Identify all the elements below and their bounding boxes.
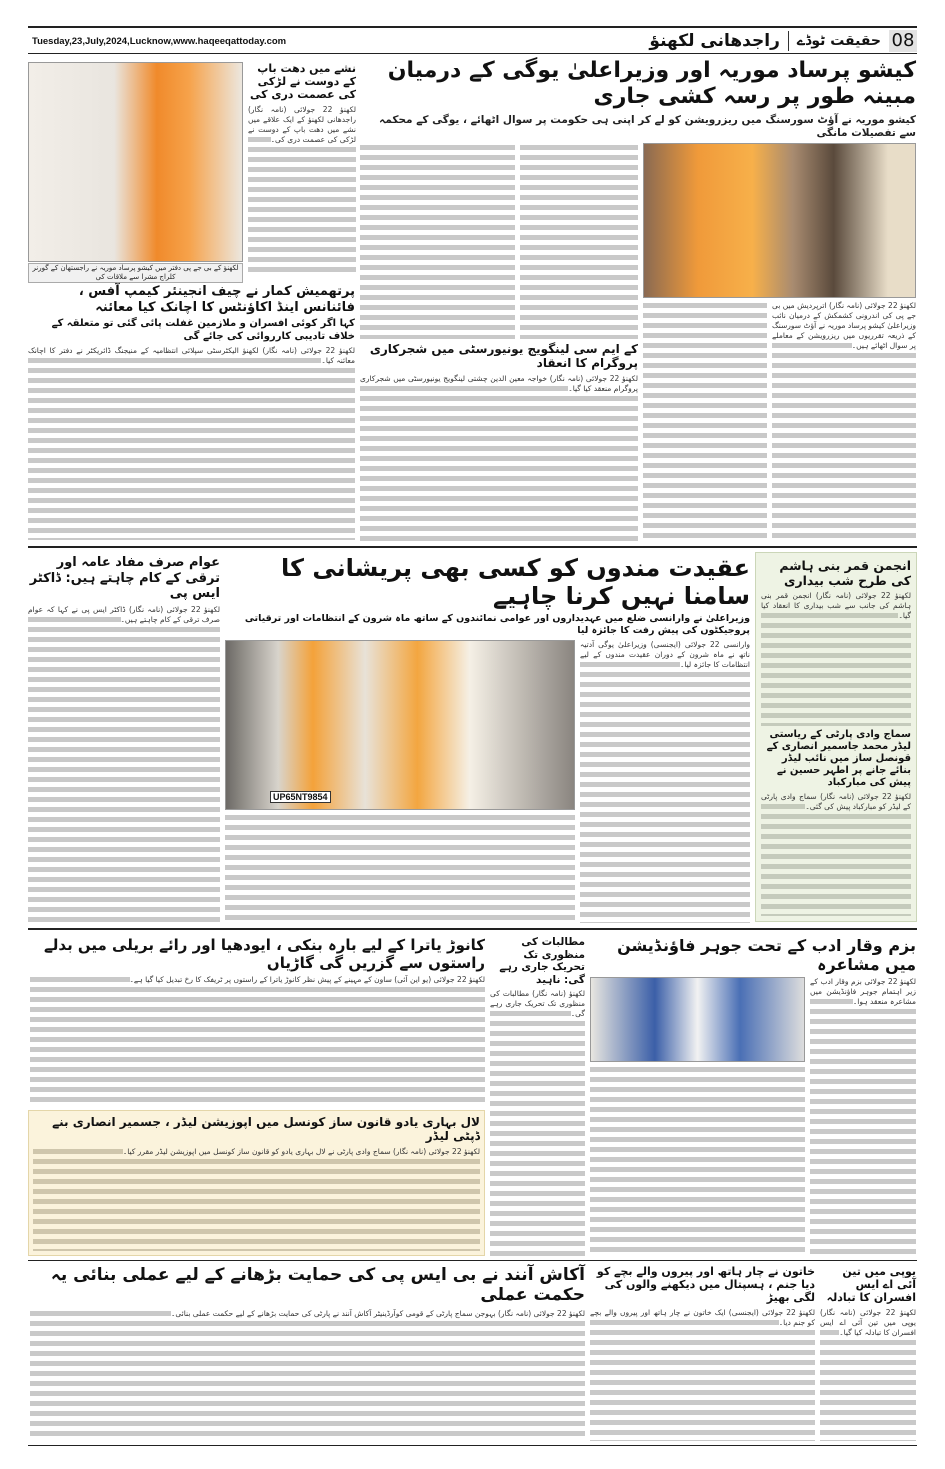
- side-headline: نشے میں دھت باپ کے دوست نے لڑکی کی عصمت دری کی: [250, 62, 356, 102]
- kanwar-article: [30, 936, 485, 1106]
- inspection-headline: پرتھمیش کمار نے چیف انجینئر کیمپ آفس ، فائنانس اینڈ اکاؤنٹس کا اچانک کیا معائنہ: [78, 284, 355, 315]
- photo-caption: لکھنؤ کے بی جے پی دفتر میں کیشو پرساد موریہ نے راجستھان کے گورنر کلراج مشرا سے ملاقات کی: [28, 263, 243, 283]
- mushaira-headline: بزم وقار ادب کے تحت جوہر فاؤنڈیشن میں مشاعرہ: [617, 936, 916, 975]
- lead-headline: کیشو پرساد موریہ اور وزیراعلیٰ یوگی کے درمیان مبینہ طور پر رسہ کشی جاری: [387, 58, 916, 110]
- demands-headline: مطالبات کی منظوری تک تحریک جاری رہے گی: ناہید: [499, 936, 585, 986]
- header-rule: [28, 53, 917, 54]
- side-article-body: لکھنؤ 22 جولائی (نامہ نگار) راجدھانی لکھنؤ کے ایک علاقے میں نشے میں دھت باپ کے دوست نے لڑکی کی عصمت دری کی۔: [248, 105, 356, 276]
- ias-transfer-article-body: لکھنؤ 22 جولائی (نامہ نگار) یوپی میں تین آئی اے ایس افسران کا تبادلہ کیا گیا۔: [820, 1308, 916, 1441]
- demands-article-body: لکھنؤ (نامہ نگار) مطالبات کی منظوری تک تحریک جاری رہے گی۔: [490, 989, 585, 1256]
- university-headline: کے ایم سی لینگویج یونیورسٹی میں شجرکاری پروگرام کا انعقاد: [369, 342, 638, 371]
- inspection-subhead: کہا اگر کوئی افسران و ملازمین غفلت پائی گئی تو متعلقہ کے خلاف تادیبی کارروائی کی جائے گی: [51, 318, 355, 342]
- inspection-article: [28, 284, 355, 540]
- ias-transfer-headline: یوپی میں تین آئی اے ایس افسران کا تبادلہ: [826, 1265, 916, 1305]
- right-box: [755, 552, 917, 922]
- vehicle-plate: UP65NT9854: [270, 791, 331, 803]
- pilgrims-article-col2: [225, 813, 575, 923]
- lead-article-col4: [360, 143, 515, 339]
- lead-article-col3: [520, 143, 638, 339]
- photo-governor-meeting: [28, 62, 243, 262]
- pilgrims-article-col1: وارانسی 22 جولائی (ایجنسی) وزیراعلیٰ یوگی آدتیہ ناتھ نے ماہ شرون کے دوران عقیدت مندوں کے لیے انتظامات کا جائزہ لیا۔: [580, 640, 750, 923]
- baby-birth-article-body: لکھنؤ 22 جولائی (ایجنسی) ایک خاتون نے چار ہاتھ اور پیروں والے بچے کو جنم دیا۔: [590, 1308, 815, 1441]
- sp-development-article: [28, 555, 220, 923]
- mushaira-article-col1: لکھنؤ 22 جولائی بزم وقار ادب کے زیر اہتمام جوہر فاؤنڈیشن میں مشاعرہ منعقد ہوا۔: [810, 977, 916, 1256]
- sp-development-article-body: لکھنؤ 22 جولائی (نامہ نگار) ڈاکٹر ایس پی نے کہا کہ عوام صرف ترقی کے کام چاہتے ہیں۔: [28, 605, 220, 923]
- lead-article: [360, 58, 916, 542]
- university-article-body: لکھنؤ 22 جولائی (نامہ نگار) خواجہ معین الدین چشتی لینگویج یونیورسٹی میں شجرکاری پروگرام منعقد کیا گیا۔: [360, 374, 638, 542]
- kanwar-headline: کانوڑ یاترا کے لیے بارہ بنکی ، ایودھیا اور رائے بریلی میں بدلے راستوں سے گزریں گی گاڑیاں: [43, 936, 485, 972]
- photo-mushaira: [590, 977, 805, 1062]
- pilgrims-subhead: وزیراعلیٰ نے وارانسی ضلع میں عہدیداروں اور عوامی نمائندوں کے ساتھ ماہ شرون کے انتظامات اور ترقیاتی پروجیکٹوں کی پیش رفت کا جائزہ لیا: [244, 613, 750, 637]
- baby-birth-headline: خاتون نے چار ہاتھ اور پیروں والے بچے کو دیا جنم ، ہسپتال میں دیکھنے والوں کی لگی بھیڑ: [596, 1265, 815, 1305]
- sp-development-headline: عوام صرف مفاد عامہ اور ترقی کے کام چاہتے ہیں: ڈاکٹر ایس پی: [29, 555, 220, 602]
- pilgrims-article: [225, 555, 750, 923]
- anjuman-article-body: لکھنؤ 22 جولائی (نامہ نگار) انجمن قمر بنی ہاشم کی جانب سے شب بیداری کا انعقاد کیا گیا۔: [761, 591, 911, 726]
- lead-article-col1: لکھنؤ 22 جولائی (نامہ نگار) اترپردیش میں بی جے پی کی اندرونی کشمکش کے درمیان نائب وزیراعلیٰ کیشو پرساد موریہ نے آؤٹ سورسنگ کے ذریعہ تقرریوں میں ریزرویشن کے معاملے پر سوال اٹھائے ہیں۔: [772, 301, 916, 542]
- kanwar-article-body: لکھنؤ 22 جولائی (یو این آئی) ساون کے مہینے کے پیش نظر کانوڑ یاترا کے راستوں پر ٹریفک کا رخ تبدیل کیا گیا ہے۔: [30, 975, 485, 1106]
- section-rule: [28, 546, 917, 548]
- anjuman-headline: انجمن قمر بنی ہاشم کی طرح شب بیداری: [779, 558, 911, 588]
- page-number: 08: [889, 30, 917, 52]
- opposition-leader-box: [28, 1110, 485, 1256]
- akash-anand-headline: آکاش آنند نے بی ایس پی کی حمایت بڑھانے کے لیے عملی بنائی یہ حکمت عملی: [50, 1265, 585, 1306]
- mushaira-article: [590, 936, 916, 1256]
- side-article: [248, 62, 356, 276]
- bottom-rule: [28, 1445, 917, 1446]
- sp-leader-article-body: لکھنؤ 22 جولائی (نامہ نگار) سماج وادی پارٹی کے لیڈر کو مبارکباد پیش کی گئی۔: [761, 792, 911, 917]
- sp-leader-headline: سماج وادی پارٹی کے ریاستی لیڈر محمد جاسمیر انصاری کے قونصل ساز میں نائب لیڈر بنائے جانے پر اطہر حسین نے پیش کی مبارکباد: [766, 728, 911, 788]
- divider: [788, 31, 789, 51]
- pilgrims-headline: عقیدت مندوں کو کسی بھی پریشانی کا سامنا نہیں کرنا چاہیے: [281, 554, 750, 610]
- mushaira-article-col2: [590, 1065, 805, 1256]
- section-rule: [28, 928, 917, 930]
- masthead: [28, 30, 917, 52]
- university-article: [360, 342, 638, 542]
- lead-article-col2: [643, 301, 767, 542]
- top-rule: [28, 26, 917, 28]
- newspaper-logo: حقیقت ٹوڈے: [796, 32, 881, 49]
- photo-keshav-yogi: [643, 143, 916, 298]
- demands-article: [490, 936, 585, 1256]
- dateline: Tuesday,23,July,2024,Lucknow,www.haqeeqattoday.com: [32, 35, 287, 47]
- opposition-leader-headline: لال بہاری یادو قانون ساز کونسل میں اپوزیشن لیڈر ، جسمیر انصاری بنے ڈپٹی لیڈر: [52, 1115, 480, 1144]
- inspection-article-body: لکھنؤ 22 جولائی (نامہ نگار) لکھنؤ الیکٹرسٹی سپلائی انتظامیہ کے منیجنگ ڈائریکٹر نے دفتر کا اچانک معائنہ کیا۔: [28, 346, 355, 540]
- photo-varanasi-review: [225, 640, 575, 810]
- section-rule: [28, 1260, 917, 1261]
- akash-anand-article-body: لکھنؤ 22 جولائی (نامہ نگار) بہوجن سماج پارٹی کے قومی کوآرڈینیٹر آکاش آنند نے پارٹی کی حمایت بڑھانے کے لیے حکمت عملی بنائی۔: [30, 1309, 585, 1441]
- baby-birth-article: [590, 1265, 815, 1441]
- section-title: راجدھانی لکھنؤ: [649, 30, 780, 51]
- ias-transfer-article: [820, 1265, 916, 1441]
- opposition-leader-article-body: لکھنؤ 22 جولائی (نامہ نگار) سماج وادی پارٹی نے لال بہاری یادو کو قانون ساز کونسل میں اپوزیشن لیڈر مقرر کیا۔: [33, 1147, 480, 1251]
- lead-subhead: کیشو موریہ نے آؤٹ سورسنگ میں ریزرویشن کو لے کر اپنی ہی حکومت پر سوال اٹھائے ، یوگی کے محکمہ سے تفصیلات مانگی: [379, 113, 916, 139]
- akash-anand-article: [30, 1265, 585, 1441]
